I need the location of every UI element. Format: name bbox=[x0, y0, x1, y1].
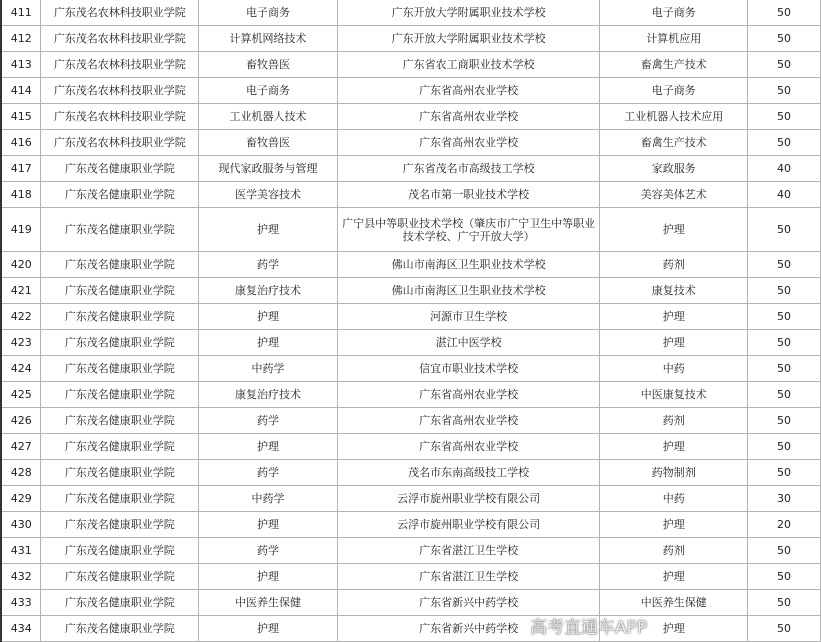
quota-cell: 40 bbox=[748, 156, 821, 182]
major-cell: 护理 bbox=[199, 208, 338, 252]
table-row bbox=[1, 460, 821, 486]
college-cell: 广东茂名健康职业学院 bbox=[41, 330, 199, 356]
major-cell: 医学美容技术 bbox=[199, 182, 338, 208]
row-number-cell: 411 bbox=[1, 0, 41, 26]
partner-school-cell: 广东省茂名市高级技工学校 bbox=[337, 156, 599, 182]
partner-school-cell: 云浮市旋州职业学校有限公司 bbox=[337, 486, 599, 512]
major-cell: 工业机器人技术 bbox=[199, 104, 338, 130]
table-row bbox=[1, 0, 821, 26]
table-row bbox=[1, 382, 821, 408]
row-number-cell: 420 bbox=[1, 252, 41, 278]
quota-cell: 50 bbox=[748, 130, 821, 156]
table-row bbox=[1, 538, 821, 564]
partner-school-cell: 广东开放大学附属职业技术学校 bbox=[337, 26, 599, 52]
major-cell: 护理 bbox=[199, 564, 338, 590]
quota-cell: 50 bbox=[748, 408, 821, 434]
secondary-major-cell: 工业机器人技术应用 bbox=[600, 104, 748, 130]
secondary-major-cell: 计算机应用 bbox=[600, 26, 748, 52]
partner-school-cell: 广东省高州农业学校 bbox=[337, 382, 599, 408]
partner-school-cell: 佛山市南海区卫生职业技术学校 bbox=[337, 278, 599, 304]
college-cell: 广东茂名农林科技职业学院 bbox=[41, 26, 199, 52]
secondary-major-cell: 护理 bbox=[600, 616, 748, 642]
partner-school-cell: 广东开放大学附属职业技术学校 bbox=[337, 0, 599, 26]
row-number-cell: 424 bbox=[1, 356, 41, 382]
college-cell: 广东茂名健康职业学院 bbox=[41, 486, 199, 512]
college-cell: 广东茂名健康职业学院 bbox=[41, 590, 199, 616]
row-number-cell: 416 bbox=[1, 130, 41, 156]
row-number-cell: 415 bbox=[1, 104, 41, 130]
major-cell: 护理 bbox=[199, 616, 338, 642]
secondary-major-cell: 中医养生保健 bbox=[600, 590, 748, 616]
secondary-major-cell: 美容美体艺术 bbox=[600, 182, 748, 208]
quota-cell: 50 bbox=[748, 330, 821, 356]
table-row bbox=[1, 278, 821, 304]
partner-school-cell: 茂名市第一职业技术学校 bbox=[337, 182, 599, 208]
college-cell: 广东茂名农林科技职业学院 bbox=[41, 104, 199, 130]
secondary-major-cell: 中医康复技术 bbox=[600, 382, 748, 408]
college-cell: 广东茂名健康职业学院 bbox=[41, 512, 199, 538]
table-row bbox=[1, 26, 821, 52]
partner-school-cell: 云浮市旋州职业学校有限公司 bbox=[337, 512, 599, 538]
table-row bbox=[1, 564, 821, 590]
secondary-major-cell: 护理 bbox=[600, 564, 748, 590]
college-cell: 广东茂名健康职业学院 bbox=[41, 434, 199, 460]
secondary-major-cell: 电子商务 bbox=[600, 78, 748, 104]
major-cell: 中药学 bbox=[199, 486, 338, 512]
table-row bbox=[1, 434, 821, 460]
row-number-cell: 434 bbox=[1, 616, 41, 642]
major-cell: 现代家政服务与管理 bbox=[199, 156, 338, 182]
partner-school-cell: 河源市卫生学校 bbox=[337, 304, 599, 330]
row-number-cell: 418 bbox=[1, 182, 41, 208]
secondary-major-cell: 家政服务 bbox=[600, 156, 748, 182]
quota-cell: 50 bbox=[748, 208, 821, 252]
quota-cell: 50 bbox=[748, 590, 821, 616]
major-cell: 电子商务 bbox=[199, 78, 338, 104]
college-cell: 广东茂名健康职业学院 bbox=[41, 156, 199, 182]
table-row bbox=[1, 182, 821, 208]
quota-cell: 50 bbox=[748, 252, 821, 278]
row-number-cell: 432 bbox=[1, 564, 41, 590]
partner-school-cell: 茂名市东南高级技工学校 bbox=[337, 460, 599, 486]
major-cell: 中药学 bbox=[199, 356, 338, 382]
secondary-major-cell: 药剂 bbox=[600, 408, 748, 434]
college-cell: 广东茂名健康职业学院 bbox=[41, 564, 199, 590]
college-cell: 广东茂名健康职业学院 bbox=[41, 382, 199, 408]
major-cell: 康复治疗技术 bbox=[199, 278, 338, 304]
college-cell: 广东茂名健康职业学院 bbox=[41, 538, 199, 564]
quota-cell: 50 bbox=[748, 616, 821, 642]
row-number-cell: 419 bbox=[1, 208, 41, 252]
quota-cell: 50 bbox=[748, 26, 821, 52]
college-cell: 广东茂名健康职业学院 bbox=[41, 616, 199, 642]
quota-cell: 50 bbox=[748, 278, 821, 304]
partner-school-cell: 湛江中医学校 bbox=[337, 330, 599, 356]
college-cell: 广东茂名健康职业学院 bbox=[41, 304, 199, 330]
table-row bbox=[1, 130, 821, 156]
secondary-major-cell: 护理 bbox=[600, 512, 748, 538]
row-number-cell: 431 bbox=[1, 538, 41, 564]
partner-school-cell: 广东省新兴中药学校 bbox=[337, 616, 599, 642]
college-cell: 广东茂名健康职业学院 bbox=[41, 252, 199, 278]
college-cell: 广东茂名农林科技职业学院 bbox=[41, 130, 199, 156]
secondary-major-cell: 康复技术 bbox=[600, 278, 748, 304]
quota-cell: 40 bbox=[748, 182, 821, 208]
row-number-cell: 423 bbox=[1, 330, 41, 356]
table-row bbox=[1, 156, 821, 182]
quota-cell: 50 bbox=[748, 564, 821, 590]
partner-school-cell: 广东省湛江卫生学校 bbox=[337, 564, 599, 590]
table-row bbox=[1, 590, 821, 616]
partner-school-cell: 广东省湛江卫生学校 bbox=[337, 538, 599, 564]
partner-school-cell: 广东省高州农业学校 bbox=[337, 104, 599, 130]
table-row bbox=[1, 356, 821, 382]
table-row bbox=[1, 252, 821, 278]
watermark: 高考直通车APP bbox=[530, 618, 648, 638]
major-cell: 护理 bbox=[199, 512, 338, 538]
row-number-cell: 433 bbox=[1, 590, 41, 616]
college-cell: 广东茂名健康职业学院 bbox=[41, 356, 199, 382]
major-cell: 中医养生保健 bbox=[199, 590, 338, 616]
major-cell: 康复治疗技术 bbox=[199, 382, 338, 408]
table-row bbox=[1, 304, 821, 330]
secondary-major-cell: 中药 bbox=[600, 356, 748, 382]
secondary-major-cell: 药物制剂 bbox=[600, 460, 748, 486]
quota-cell: 50 bbox=[748, 104, 821, 130]
major-cell: 护理 bbox=[199, 330, 338, 356]
secondary-major-cell: 护理 bbox=[600, 304, 748, 330]
secondary-major-cell: 护理 bbox=[600, 330, 748, 356]
row-number-cell: 429 bbox=[1, 486, 41, 512]
partner-school-cell: 广东省高州农业学校 bbox=[337, 408, 599, 434]
table-row bbox=[1, 104, 821, 130]
row-number-cell: 426 bbox=[1, 408, 41, 434]
secondary-major-cell: 护理 bbox=[600, 208, 748, 252]
table-row bbox=[1, 408, 821, 434]
row-number-cell: 427 bbox=[1, 434, 41, 460]
college-cell: 广东茂名农林科技职业学院 bbox=[41, 0, 199, 26]
partner-school-cell: 信宜市职业技术学校 bbox=[337, 356, 599, 382]
partner-school-cell: 佛山市南海区卫生职业技术学校 bbox=[337, 252, 599, 278]
major-cell: 畜牧兽医 bbox=[199, 130, 338, 156]
quota-cell: 50 bbox=[748, 304, 821, 330]
major-cell: 药学 bbox=[199, 408, 338, 434]
partner-school-cell: 广宁县中等职业技术学校（肇庆市广宁卫生中等职业技术学校、广宁开放大学） bbox=[337, 208, 599, 252]
major-cell: 药学 bbox=[199, 460, 338, 486]
quota-cell: 50 bbox=[748, 538, 821, 564]
major-cell: 畜牧兽医 bbox=[199, 52, 338, 78]
row-number-cell: 425 bbox=[1, 382, 41, 408]
row-number-cell: 421 bbox=[1, 278, 41, 304]
row-number-cell: 430 bbox=[1, 512, 41, 538]
major-cell: 护理 bbox=[199, 304, 338, 330]
secondary-major-cell: 护理 bbox=[600, 434, 748, 460]
secondary-major-cell: 药剂 bbox=[600, 538, 748, 564]
partner-school-cell: 广东省农工商职业技术学校 bbox=[337, 52, 599, 78]
quota-cell: 50 bbox=[748, 356, 821, 382]
table-row bbox=[1, 78, 821, 104]
table-row bbox=[1, 512, 821, 538]
secondary-major-cell: 中药 bbox=[600, 486, 748, 512]
quota-cell: 30 bbox=[748, 486, 821, 512]
college-cell: 广东茂名健康职业学院 bbox=[41, 278, 199, 304]
college-cell: 广东茂名农林科技职业学院 bbox=[41, 78, 199, 104]
secondary-major-cell: 畜禽生产技术 bbox=[600, 52, 748, 78]
partner-school-cell: 广东省新兴中药学校 bbox=[337, 590, 599, 616]
college-cell: 广东茂名健康职业学院 bbox=[41, 460, 199, 486]
partner-school-cell: 广东省高州农业学校 bbox=[337, 78, 599, 104]
college-cell: 广东茂名健康职业学院 bbox=[41, 408, 199, 434]
table-row bbox=[1, 52, 821, 78]
major-cell: 计算机网络技术 bbox=[199, 26, 338, 52]
row-number-cell: 413 bbox=[1, 52, 41, 78]
row-number-cell: 412 bbox=[1, 26, 41, 52]
row-number-cell: 428 bbox=[1, 460, 41, 486]
secondary-major-cell: 畜禽生产技术 bbox=[600, 130, 748, 156]
quota-cell: 50 bbox=[748, 52, 821, 78]
row-number-cell: 417 bbox=[1, 156, 41, 182]
partner-school-cell: 广东省高州农业学校 bbox=[337, 434, 599, 460]
table-row bbox=[1, 486, 821, 512]
quota-cell: 50 bbox=[748, 434, 821, 460]
major-cell: 电子商务 bbox=[199, 0, 338, 26]
secondary-major-cell: 药剂 bbox=[600, 252, 748, 278]
college-cell: 广东茂名健康职业学院 bbox=[41, 182, 199, 208]
partner-school-cell: 广东省高州农业学校 bbox=[337, 130, 599, 156]
college-cell: 广东茂名健康职业学院 bbox=[41, 208, 199, 252]
quota-cell: 50 bbox=[748, 382, 821, 408]
table-row bbox=[1, 330, 821, 356]
major-cell: 药学 bbox=[199, 252, 338, 278]
quota-cell: 20 bbox=[748, 512, 821, 538]
secondary-major-cell: 电子商务 bbox=[600, 0, 748, 26]
table-row bbox=[1, 208, 821, 252]
row-number-cell: 414 bbox=[1, 78, 41, 104]
quota-cell: 50 bbox=[748, 78, 821, 104]
quota-cell: 50 bbox=[748, 0, 821, 26]
college-cell: 广东茂名农林科技职业学院 bbox=[41, 52, 199, 78]
major-cell: 药学 bbox=[199, 538, 338, 564]
table-row bbox=[1, 616, 821, 642]
row-number-cell: 422 bbox=[1, 304, 41, 330]
quota-cell: 50 bbox=[748, 460, 821, 486]
major-cell: 护理 bbox=[199, 434, 338, 460]
